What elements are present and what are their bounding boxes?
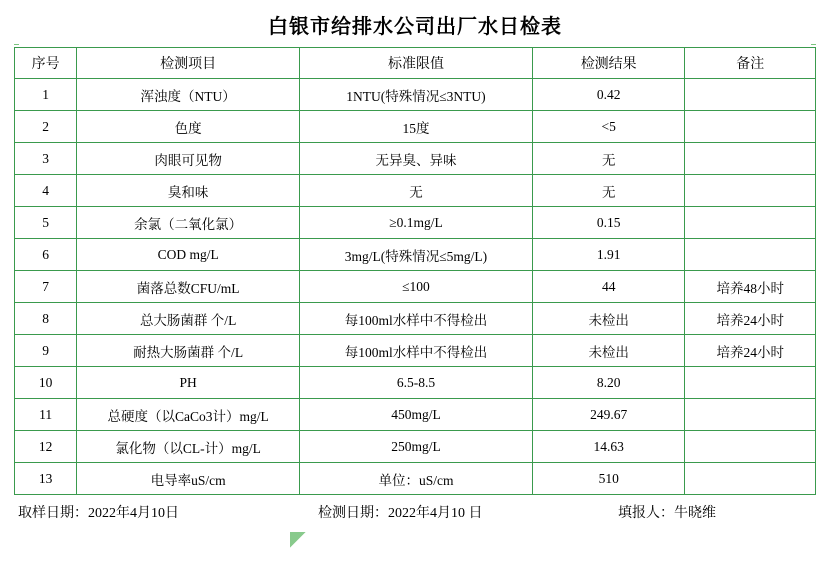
cell-note: [685, 367, 816, 399]
table-header-row: [15, 48, 816, 79]
cell-item: 菌落总数CFU/mL: [77, 271, 300, 303]
cell-result: 未检出: [532, 303, 685, 335]
cell-std: ≥0.1mg/L: [300, 207, 533, 239]
cell-item: 肉眼可见物: [77, 143, 300, 175]
table-row: [15, 399, 816, 431]
table-row: [15, 111, 816, 143]
table-row: [15, 239, 816, 271]
cell-result: 44: [532, 271, 685, 303]
cell-std: 1NTU(特殊情况≤3NTU): [300, 79, 533, 111]
cell-no: 4: [15, 175, 77, 207]
table-row: [15, 79, 816, 111]
table-row: [15, 175, 816, 207]
table-row: [15, 335, 816, 367]
cell-no: 13: [15, 463, 77, 495]
table-row: [15, 207, 816, 239]
cell-result: 8.20: [532, 367, 685, 399]
column-header-std: 标准限值: [300, 48, 533, 79]
table-edge-tick-left: [14, 44, 19, 45]
cell-no: 7: [15, 271, 77, 303]
cell-result: 1.91: [532, 239, 685, 271]
cell-note: 培养24小时: [685, 303, 816, 335]
table-row: [15, 463, 816, 495]
cell-result: 510: [532, 463, 685, 495]
cell-result: 未检出: [532, 335, 685, 367]
cell-result: 无: [532, 143, 685, 175]
cell-note: [685, 463, 816, 495]
cell-std: 单位：uS/cm: [300, 463, 533, 495]
table-body: [15, 79, 816, 495]
cell-no: 12: [15, 431, 77, 463]
cell-item: 总硬度（以CaCo3计）mg/L: [77, 399, 300, 431]
cell-std: 15度: [300, 111, 533, 143]
cell-result: 无: [532, 175, 685, 207]
cell-note: [685, 79, 816, 111]
cell-note: 培养48小时: [685, 271, 816, 303]
cell-note: [685, 143, 816, 175]
cell-std: 无异臭、异味: [300, 143, 533, 175]
cell-std: 250mg/L: [300, 431, 533, 463]
table-row: [15, 303, 816, 335]
cell-item: 耐热大肠菌群 个/L: [77, 335, 300, 367]
scan-corner-mark: [290, 532, 306, 548]
cell-item: 余氯（二氧化氯）: [77, 207, 300, 239]
cell-no: 3: [15, 143, 77, 175]
cell-std: 每100ml水样中不得检出: [300, 303, 533, 335]
report-table-container: [0, 47, 830, 495]
cell-item: 电导率uS/cm: [77, 463, 300, 495]
cell-no: 5: [15, 207, 77, 239]
cell-std: 无: [300, 175, 533, 207]
cell-item: 臭和味: [77, 175, 300, 207]
cell-item: PH: [77, 367, 300, 399]
cell-item: 色度: [77, 111, 300, 143]
cell-note: 培养24小时: [685, 335, 816, 367]
cell-std: 450mg/L: [300, 399, 533, 431]
cell-no: 11: [15, 399, 77, 431]
table-row: [15, 367, 816, 399]
table-row: [15, 431, 816, 463]
column-header-result: 检测结果: [532, 48, 685, 79]
cell-note: [685, 431, 816, 463]
cell-item: 氯化物（以CL-计）mg/L: [77, 431, 300, 463]
cell-item: COD mg/L: [77, 239, 300, 271]
report-footer: [0, 502, 830, 522]
cell-no: 9: [15, 335, 77, 367]
cell-note: [685, 207, 816, 239]
cell-note: [685, 399, 816, 431]
cell-result: 14.63: [532, 431, 685, 463]
cell-std: 6.5-8.5: [300, 367, 533, 399]
cell-no: 8: [15, 303, 77, 335]
cell-result: 0.15: [532, 207, 685, 239]
cell-std: 3mg/L(特殊情况≤5mg/L): [300, 239, 533, 271]
cell-no: 10: [15, 367, 77, 399]
cell-item: 浑浊度（NTU）: [77, 79, 300, 111]
page-title: 白银市给排水公司出厂水日检表: [268, 16, 562, 38]
test-date: 检测日期：2022年4月10 日: [318, 506, 483, 521]
table-edge-tick-right: [811, 44, 816, 45]
column-header-item: 检测项目: [77, 48, 300, 79]
cell-result: 249.67: [532, 399, 685, 431]
column-header-no: 序号: [15, 48, 77, 79]
cell-std: 每100ml水样中不得检出: [300, 335, 533, 367]
cell-note: [685, 111, 816, 143]
table-row: [15, 143, 816, 175]
cell-note: [685, 175, 816, 207]
table-header: [15, 48, 816, 79]
cell-result: <5: [532, 111, 685, 143]
cell-no: 1: [15, 79, 77, 111]
cell-note: [685, 239, 816, 271]
cell-result: 0.42: [532, 79, 685, 111]
cell-item: 总大肠菌群 个/L: [77, 303, 300, 335]
sampling-date: 取样日期：2022年4月10日: [18, 506, 179, 521]
column-header-note: 备注: [685, 48, 816, 79]
cell-no: 6: [15, 239, 77, 271]
water-inspection-table: [14, 47, 816, 495]
table-row: [15, 271, 816, 303]
cell-std: ≤100: [300, 271, 533, 303]
cell-no: 2: [15, 111, 77, 143]
reporter-name: 填报人：牛晓维: [618, 506, 716, 521]
